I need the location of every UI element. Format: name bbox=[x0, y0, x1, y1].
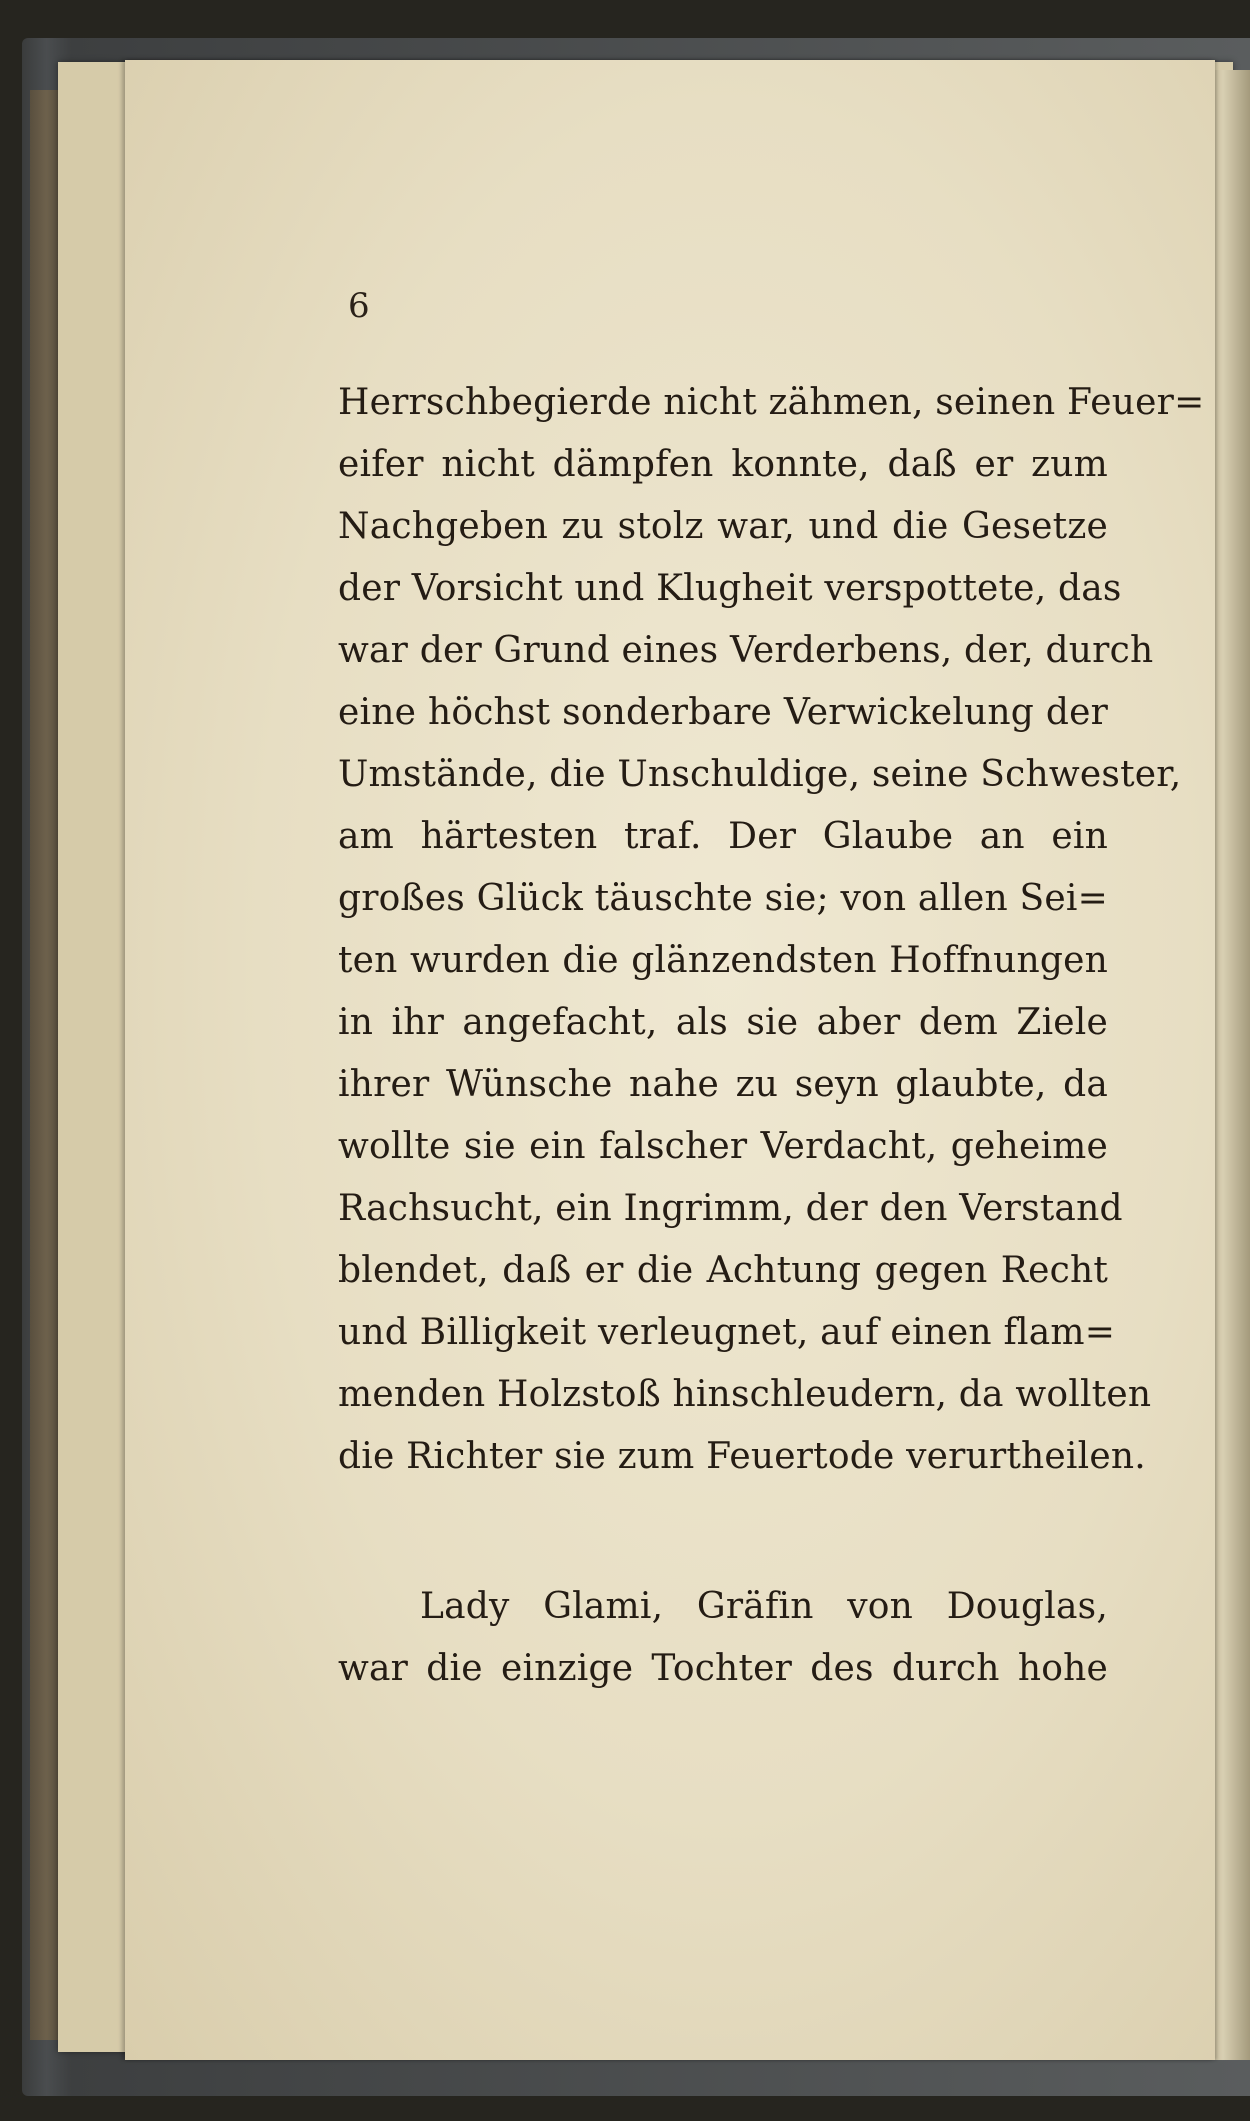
text-line: war der Grund eines Verderbens, der, durch bbox=[338, 630, 1154, 671]
text-line: blendet, daß er die Achtung gegen Recht bbox=[338, 1250, 1108, 1291]
text-line: und Billigkeit verleugnet, auf einen flam= bbox=[338, 1312, 1116, 1353]
text-line: Lady Glami, Gräfin von Douglas, bbox=[420, 1586, 1108, 1627]
text-line: wollte sie ein falscher Verdacht, geheime bbox=[338, 1126, 1108, 1167]
text-line: menden Holzstoß hinschleudern, da wollten bbox=[338, 1374, 1152, 1415]
text-line: Nachgeben zu stolz war, und die Gesetze bbox=[338, 506, 1108, 547]
text-line: großes Glück täuschte sie; von allen Sei= bbox=[338, 878, 1109, 919]
text-line: eine höchst sonderbare Verwickelung der bbox=[338, 692, 1108, 733]
text-line: am härtesten traf. Der Glaube an ein bbox=[338, 816, 1108, 857]
text-line: der Vorsicht und Klugheit verspottete, das bbox=[338, 568, 1122, 609]
text-line: Herrschbegierde nicht zähmen, seinen Feuer= bbox=[338, 382, 1205, 423]
text-line: in ihr angefacht, als sie aber dem Ziele bbox=[338, 1002, 1108, 1043]
text-line: Umstände, die Unschuldige, seine Schwester, bbox=[338, 754, 1182, 795]
text-line: ten wurden die glänzendsten Hoffnungen bbox=[338, 940, 1108, 981]
text-line: Rachsucht, ein Ingrimm, der den Verstand bbox=[338, 1188, 1123, 1229]
paragraph-gap bbox=[338, 1488, 1108, 1576]
page-number: 6 bbox=[348, 286, 370, 326]
page-text bbox=[338, 372, 1205, 1700]
paragraph-1 bbox=[338, 372, 1205, 1488]
text-line: die Richter sie zum Feuertode verurtheilen. bbox=[338, 1436, 1146, 1477]
text-line: war die einzige Tochter des durch hohe bbox=[338, 1648, 1108, 1689]
paragraph-2 bbox=[338, 1576, 1108, 1700]
text-line: eifer nicht dämpfen konnte, daß er zum bbox=[338, 444, 1108, 485]
text-line: ihrer Wünsche nahe zu seyn glaubte, da bbox=[338, 1064, 1108, 1105]
